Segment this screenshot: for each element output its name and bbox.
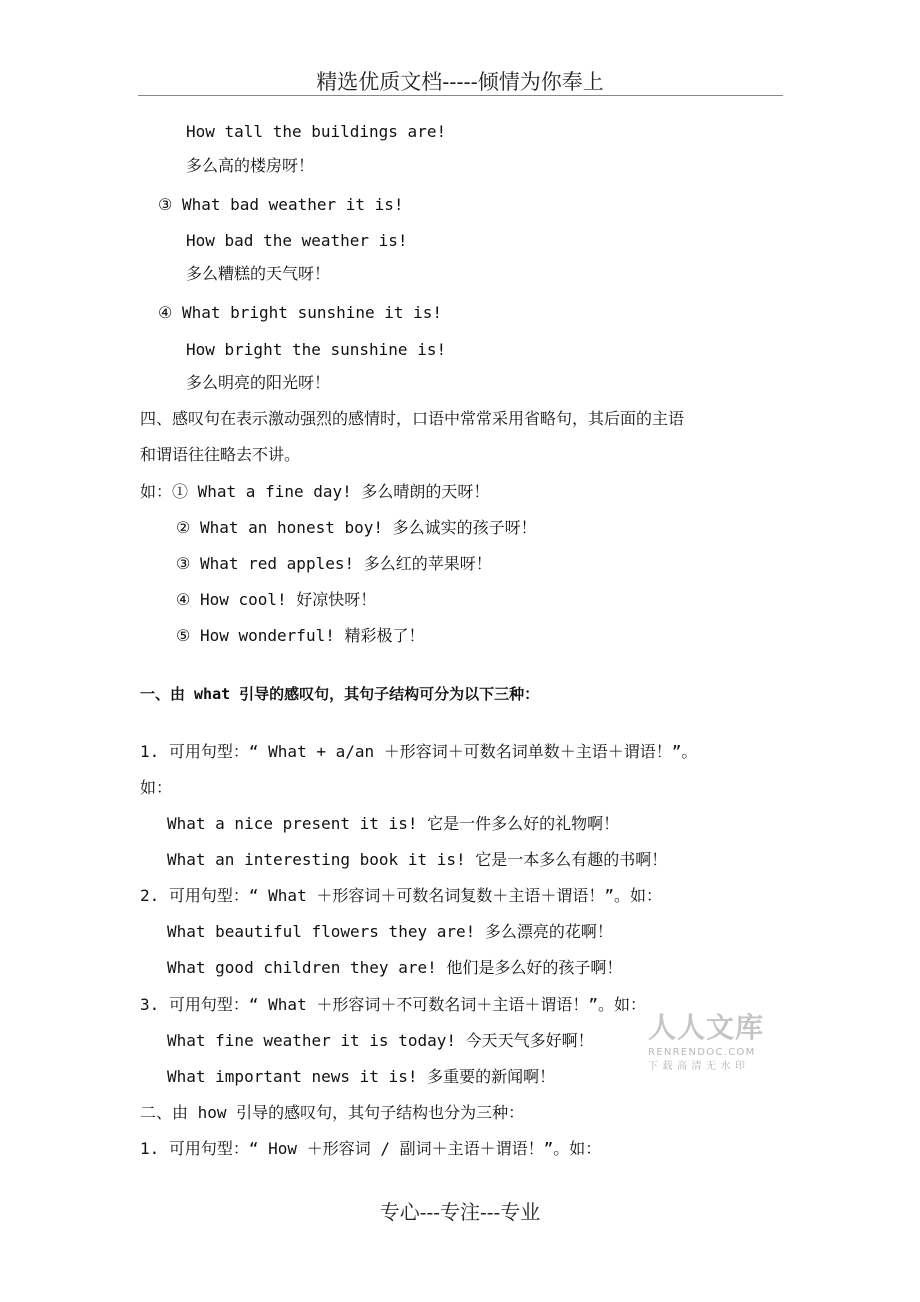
translation-line: 多么高的楼房呀！ [186,156,315,175]
example-line: What fine weather it is today! 今天天气多好啊！ [167,1031,594,1050]
section-paragraph-cont: 和谓语往往略去不讲。 [140,445,301,464]
example-item: ③ What red apples! 多么红的苹果呀！ [176,554,492,573]
pattern-rule: 2. 可用句型：“ What ＋形容词＋可数名词复数＋主语＋谓语！”。如： [140,886,662,905]
watermark-title: 人人文库 [648,1011,765,1044]
pattern-rule: 3. 可用句型：“ What ＋形容词＋不可数名词＋主语＋谓语！”。如： [140,995,646,1014]
example-item: ③ What bad weather it is! [158,195,404,214]
pattern-rule: 1. 可用句型：“ How ＋形容词 / 副词＋主语＋谓语！”。如： [140,1139,602,1158]
translation-line: 多么糟糕的天气呀！ [186,264,331,283]
example-line: What good children they are! 他们是多么好的孩子啊！ [167,958,623,977]
example-line: What beautiful flowers they are! 多么漂亮的花啊！ [167,922,613,941]
example-line: How bright the sunshine is! [186,340,447,359]
translation-line: 多么明亮的阳光呀！ [186,373,331,392]
page-header-title: 精选优质文档-----倾情为你奉上 [316,70,604,94]
example-line: How bad the weather is! [186,231,408,250]
watermark-url: RENRENDOC.COM [648,1047,756,1058]
pattern-rule: 1. 可用句型：“ What + a/an ＋形容词＋可数名词单数＋主语＋谓语！”。 [140,742,698,761]
example-line: What important news it is! 多重要的新闻啊！ [167,1067,556,1086]
example-item: ② What an honest boy! 多么诚实的孩子呀！ [176,518,537,537]
example-line: What a nice present it is! 它是一件多么好的礼物啊！ [167,814,620,833]
example-item: 如：① What a fine day! 多么晴朗的天呀！ [140,482,490,501]
example-item: ⑤ How wonderful! 精彩极了！ [176,626,425,645]
example-item: ④ How cool! 好凉快呀！ [176,590,377,609]
watermark-subtitle: 下载高清无水印 [648,1061,750,1072]
example-line: What an interesting book it is! 它是一本多么有趣的书啊！ [167,850,668,869]
section-heading: 一、由 what 引导的感叹句，其句子结构可分为以下三种： [140,685,540,703]
section-paragraph: 四、感叹句在表示激动强烈的感情时，口语中常常采用省略句，其后面的主语 [140,409,685,428]
watermark-logo [648,1012,773,1073]
example-item: ④ What bright sunshine it is! [158,303,443,322]
section-heading: 二、由 how 引导的感叹句，其句子结构也分为三种： [140,1103,525,1122]
example-line: How tall the buildings are! [186,122,447,141]
page-footer: 专心---专注---专业 [379,1200,541,1224]
pattern-rule-cont: 如： [140,778,173,797]
header-divider [138,95,783,96]
